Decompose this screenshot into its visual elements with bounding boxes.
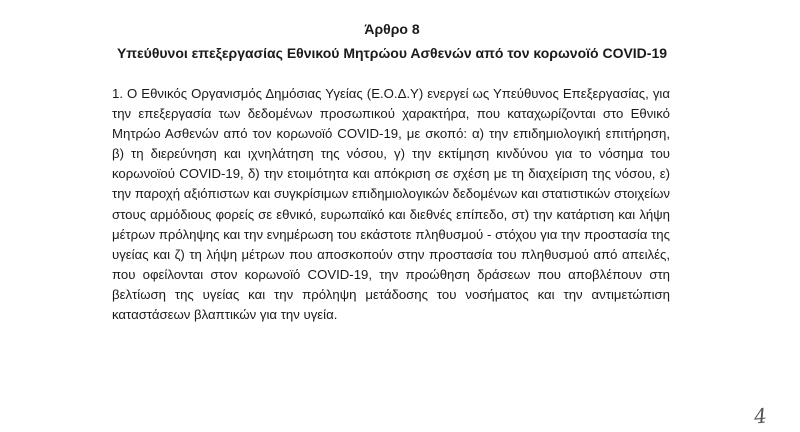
paragraph-1: 1. Ο Εθνικός Οργανισμός Δημόσιας Υγείας (Ε.Ο.Δ.Υ) ενεργεί ως Υπεύθυνος Επεξεργασίας, για την επεξεργασία των δεδομένων προσωπικού χαρακτήρα, που καταχωρίζονται στο Εθνικό Μητρώο Ασθενών από τον κορωνοϊό COVID-19, με σκοπό: α) την επιδημιολογική επιτήρηση, β) τη διερεύνηση και ιχνηλάτηση της νόσου, γ) την εκτίμηση κινδύνου για το νόσημα του κορωνοϊού COVID-19, δ) την ετοιμότητα και απόκριση σε σχέση με τη διαχείριση της νόσου, ε) την παροχή αξιόπιστων και συγκρίσιμων επιδημιολογικών δεδομένων και στατιστικών στοιχείων στους αρμόδιους φορείς σε εθνικό, ευρωπαϊκό και διεθνές επίπεδο, στ) την κατάρτιση και λήψη μέτρων πρόληψης και την ενημέρωση του εκάστοτε πληθυσμού - στόχου για την προστασία της υγείας και ζ) τη λήψη μέτρων που αποσκοπούν στην προστασία του πληθυσμού από απειλές, που οφείλονται στον κορωνοϊό COVID-19, την προώθηση δράσεων που αποβλέπουν στη βελτίωση της υγείας και την πρόληψη μετάδοσης του νοσήματος και την αντιμετώπιση καταστάσεων βλαπτικών για την υγεία. — [112, 86, 670, 323]
article-number: Άρθρο 8 — [364, 21, 420, 37]
article-title: Υπεύθυνοι επεξεργασίας Εθνικού Μητρώου Ασθενών από τον κορωνοϊό COVID-19 — [116, 45, 668, 61]
handwritten-page-number: 4 — [753, 403, 769, 429]
